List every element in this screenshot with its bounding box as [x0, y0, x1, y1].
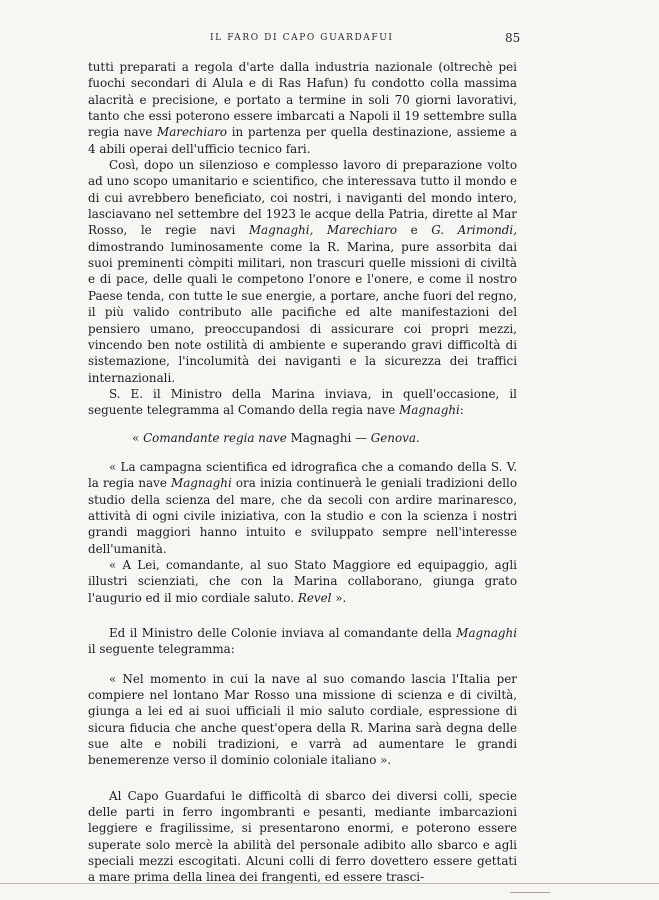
paragraph-4: Ed il Ministro delle Colonie inviava al comandante della Magnaghi il seguente telegramma: [88, 626, 517, 657]
telegram-paragraph-1: « La campagna scientifica ed idrografica che a comando della S. V. la regia nave Magnaghi ora inizia continuerà le geniali tradizioni dello studio della scienza del mare, che da secoli con ardire marinaresco, attività di ogni civile iniziativa, con la studio e con la scienza i nostri grandi maggiori hanno intuito e sviluppato sempre nell'interesse dell'umanità. [88, 459, 517, 556]
page-number: 85 [505, 31, 521, 45]
page-bottom-edge [0, 883, 659, 900]
telegram-paragraph-2: « A Lei, comandante, al suo Stato Maggiore ed equipaggio, agli illustri scienziati, che con la Marina collaborano, giunga grato l'augurio ed il mio cordiale saluto. Revel ». [88, 557, 517, 605]
paragraph-3: S. E. il Ministro della Marina inviava, in quell'occasione, il seguente telegramma al Comando della regia nave Magnaghi: [88, 386, 517, 418]
paragraph-2: Così, dopo un silenzioso e complesso lavoro di preparazione volto ad uno scopo umanitario e scientifico, che interessava tutto il mondo e di cui avrebbero beneficiato, coi nostri, i naviganti del mondo intero, lasciavano nel settembre del 1923 le acque della Patria, dirette al Mar Rosso, le regie navi Magnaghi, Marechiaro e G. Arimondi, dimostrando luminosamente come la R. Marina, pure assorbita dai suoi preminenti còmpiti militari, non trascuri quelle missioni di civiltà e di pace, delle quali le competono l'onore e l'onere, e come il nostro Paese tenda, con tutte le sue energie, a portare, anche fuori del regno, il più valido contributo alle pacifiche ed alte manifestazioni del pensiero umano, preoccupandosi di assicurare coi propri mezzi, vincendo ben note ostilità di ambiente e superando gravi difficoltà di sistemazione, l'incolumità dei naviganti e la sicurezza dei traffici internazionali. [88, 158, 518, 385]
telegram-colonies: « Nel momento in cui la nave al suo comando lascia l'Italia per compiere nel lontano Mar Rosso una missione di scienza e di civiltà, giunga a lei ed ai suoi ufficiali il mio saluto cordiale, espressione di sicura fiducia che anche quest'opera della R. Marina sarà degna delle sue alte e nobili tradizioni, e varrà ad aumentare le grandi benemerenze verso il dominio coloniale italiano ». [88, 671, 517, 768]
paragraph-1: tutti preparati a regola d'arte dalla industria nazionale (oltrechè pei fuochi secondari di Alula e di Ras Hafun) fu condotto colla massima alacrità e precisione, e portato a termine in soli 70 giorni lavorativi, tanto che essi poterono essere imbarcati a Napoli il 19 settembre sulla regia nave Marechiaro in partenza per quella destinazione, assieme a 4 abili operai dell'ufficio tecnico fari. [88, 60, 517, 156]
body-text [88, 59, 517, 886]
telegram-heading: « Comandante regia nave Magnaghi — Genova. [132, 430, 420, 445]
running-title: IL FARO DI CAPO GUARDAFUI [210, 33, 394, 43]
paragraph-5: Al Capo Guardafui le difficoltà di sbarco dei diversi colli, specie delle parti in ferro ingombranti e pesanti, mediante imbarcazioni leggiere e fragilissime, si presentarono enormi, e poterono essere superate solo mercè la abilità del personale adibito allo sbarco e agli speciali mezzi escogitati. Alcuni colli di ferro dovettero essere gettati a mare prima della linea dei frangenti, ed essere trasci- [88, 788, 517, 885]
